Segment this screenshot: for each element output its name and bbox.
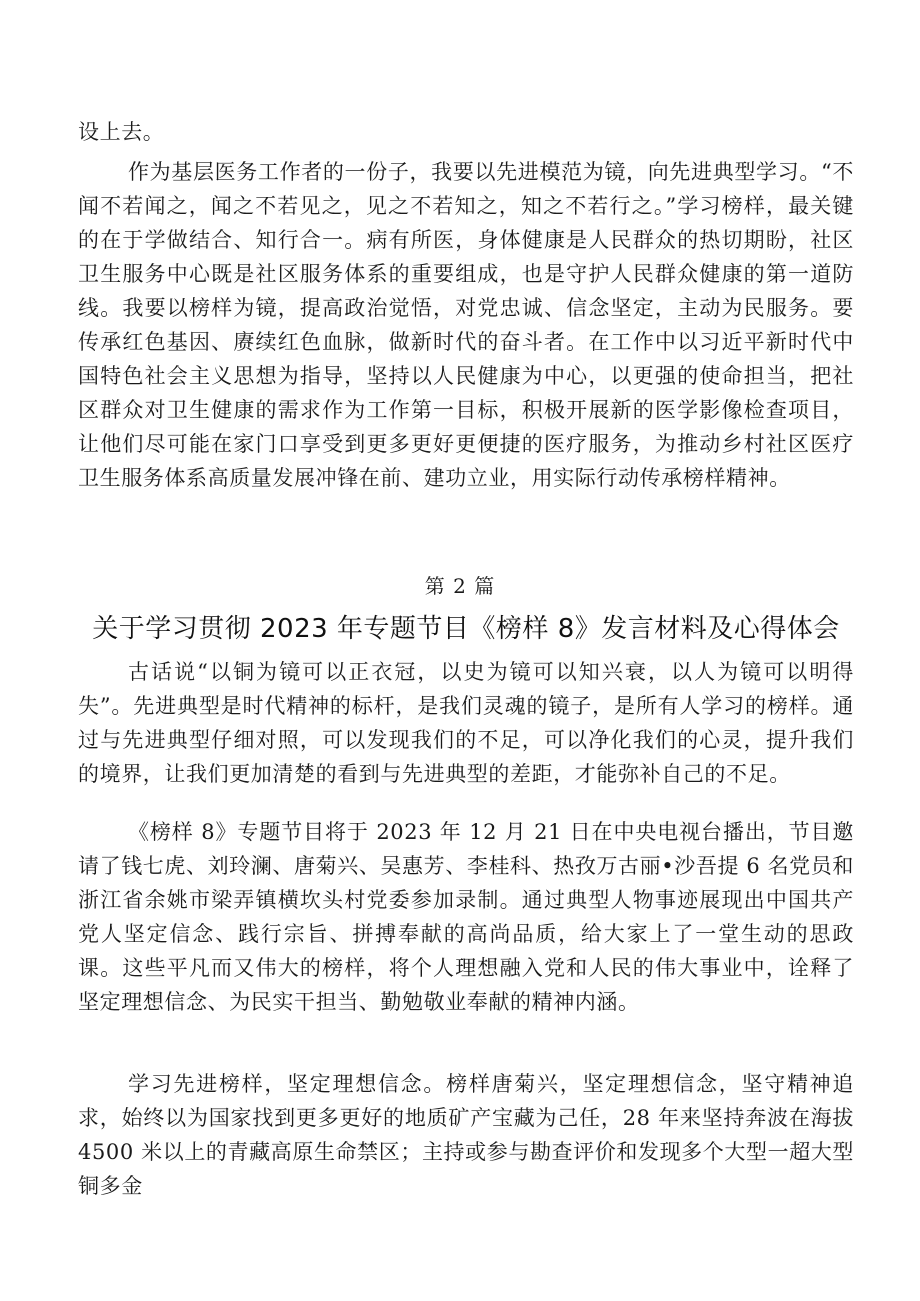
paragraph-role-model-reflection: 作为基层医务工作者的一份子，我要以先进模范为镜，向先进典型学习。“不闻不若闻之，闻之不若见之，见之不若知之，知之不若行之。”学习榜样，最关键的在于学做结合、知行合一。病有所医，身体健康是人民群众的热切期盼，社区卫生服务中心既是社区服务体系的重要组成，也是守护人民群众健康的第一道防线。我要以榜样为镜，提高政治觉悟，对党忠诚、信念坚定，主动为民服务。要传承红色基因、赓续红色血脉，做新时代的奋斗者。在工作中以习近平新时代中国特色社会主义思想为指导，坚持以人民健康为中心，以更强的使命担当，把社区群众对卫生健康的需求作为工作第一目标，积极开展新的医学影像检查项目，让他们尽可能在家门口享受到更多更好更便捷的医疗服务，为推动乡村社区医疗卫生服务体系高质量发展冲锋在前、建功立业，用实际行动传承榜样精神。 <box>78 160 854 490</box>
section-label: 第 2 篇 <box>424 574 496 598</box>
paragraph-intro: 古话说“以铜为镜可以正衣冠，以史为镜可以知兴衰，以人为镜可以明得失”。先进典型是时代精神的标杆，是我们灵魂的镜子，是所有人学习的榜样。通过与先进典型仔细对照，可以发现我们的不足，可以净化我们的心灵，提升我们的境界，让我们更加清楚的看到与先进典型的差距，才能弥补自己的不足。 <box>78 660 854 786</box>
paragraph-program-info: 《榜样 8》专题节目将于 2023 年 12 月 21 日在中央电视台播出，节目邀请了钱七虎、刘玲澜、唐菊兴、吴惠芳、李桂科、热孜万古丽•沙吾提 6 名党员和浙江省余姚市梁弄镇横坎头村党委参加录制。通过典型人物事迹展现出中国共产党人坚定信念、践行宗旨、拼搏奉献的高尚品质，给大家上了一堂生动的思政课。这些平凡而又伟大的榜样，将个人理想融入党和人民的伟大事业中，诠释了坚定理想信念、为民实干担当、勤勉敬业奉献的精神内涵。 <box>78 820 854 1014</box>
document-title: 关于学习贯彻 2023 年专题节目《榜样 8》发言材料及心得体会 <box>92 614 840 644</box>
paragraph-continuation: 设上去。 <box>78 120 165 144</box>
paragraph-learning-example: 学习先进榜样，坚定理想信念。榜样唐菊兴，坚定理想信念，坚守精神追求，始终以为国家找到更多更好的地质矿产宝藏为己任，28 年来坚持奔波在海拔 4500 米以上的青藏高原生命禁区；主持或参与勘查评价和发现多个大型一超大型铜多金 <box>78 1072 854 1198</box>
